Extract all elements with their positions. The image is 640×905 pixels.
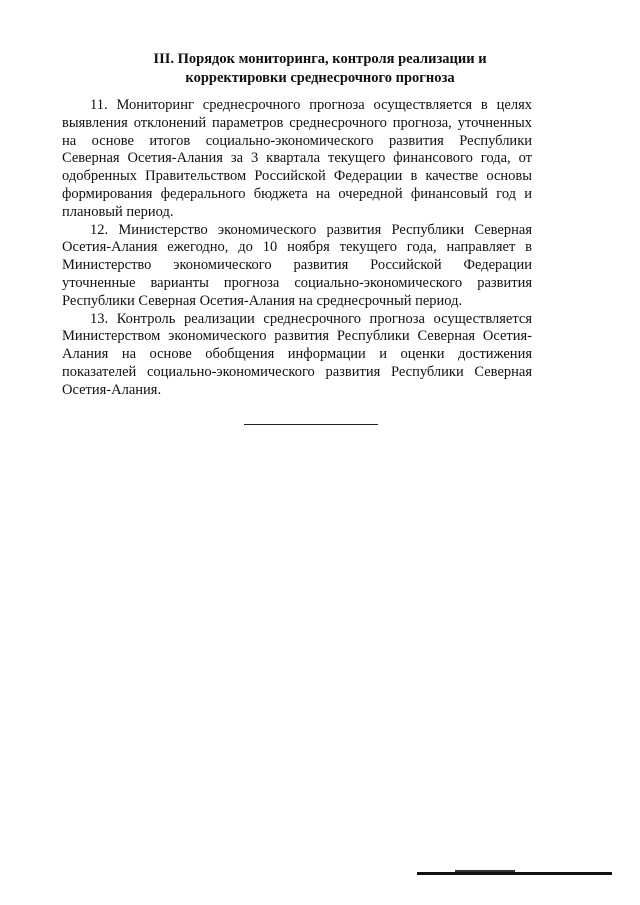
- bottom-scan-line: [417, 872, 612, 875]
- section-heading-line-1: III. Порядок мониторинга, контроля реализации и: [153, 51, 487, 67]
- section-heading-line-2: корректировки среднесрочного прогноза: [185, 70, 455, 86]
- section-heading: [120, 50, 520, 88]
- document-body: [62, 97, 532, 400]
- paragraph-11: 11. Мониторинг среднесрочного прогноза осуществляется в целях выявления отклонений параметров среднесрочного прогноза, уточненных на основе итогов социально-экономического развития Республики Северная Осетия-Алания за 3 квартала текущего финансового года, от одобренных Правительством Российской Федерации в качестве основы формирования федерального бюджета на очередной финансовый год и плановый период.: [62, 97, 532, 220]
- paragraph-13: 13. Контроль реализации среднесрочного прогноза осуществляется Министерством экономического развития Республики Северная Осетия-Алания на основе обобщения информации и оценки достижения показателей социально-экономического развития Республики Северная Осетия-Алания.: [62, 310, 532, 398]
- paragraph-12: 12. Министерство экономического развития Республики Северная Осетия-Алания ежегодно, до 10 ноября текущего года, направляет в Министерство экономического развития Российской Федерации уточненные варианты прогноза социально-экономического развития Республики Северная Осетия-Алания на среднесрочный период.: [62, 221, 532, 309]
- end-of-text-rule: [244, 424, 378, 425]
